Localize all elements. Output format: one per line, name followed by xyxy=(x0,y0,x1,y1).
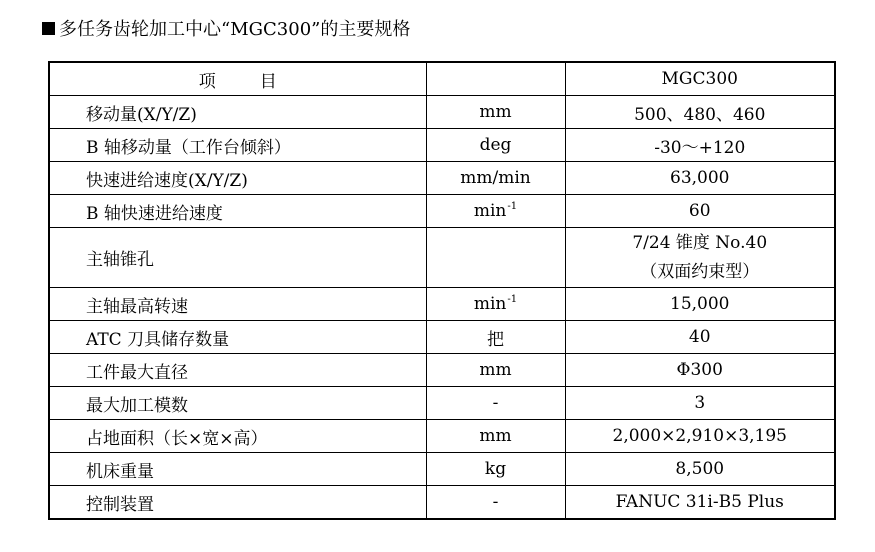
table-row xyxy=(49,420,835,453)
spec-unit-text: - xyxy=(492,492,499,512)
header-item-cell xyxy=(49,62,426,96)
spec-unit-text: deg xyxy=(479,135,512,155)
spec-unit-cell xyxy=(426,420,565,453)
spec-value-line: 7/24 锥度 No.40 xyxy=(632,232,768,253)
table-row xyxy=(49,387,835,420)
table-row xyxy=(49,195,835,228)
spec-item-cell: 移动量(X/Y/Z) xyxy=(49,96,426,129)
spec-item-cell: 主轴最高转速 xyxy=(49,288,426,321)
spec-unit-cell xyxy=(426,453,565,486)
spec-unit-text: mm xyxy=(479,426,512,446)
header-item-label-a: 项 xyxy=(198,71,216,92)
spec-unit-cell xyxy=(426,354,565,387)
spec-value-cell: 3 xyxy=(565,387,835,420)
table-row xyxy=(49,453,835,486)
spec-item-cell: 机床重量 xyxy=(49,453,426,486)
table-row xyxy=(49,129,835,162)
spec-table xyxy=(48,61,836,520)
spec-item-cell: 快速进给速度(X/Y/Z) xyxy=(49,162,426,195)
spec-value-cell: 500、480、460 xyxy=(565,96,835,129)
spec-unit-text: - xyxy=(492,393,499,413)
spec-value-cell: 8,500 xyxy=(565,453,835,486)
table-row xyxy=(49,288,835,321)
spec-item-cell: B 轴快速进给速度 xyxy=(49,195,426,228)
spec-unit-text: min xyxy=(473,294,507,314)
header-value-cell: MGC300 xyxy=(565,62,835,96)
header-item-label-b: 目 xyxy=(259,71,277,92)
spec-value-cell: 63,000 xyxy=(565,162,835,195)
spec-item-cell: ATC 刀具储存数量 xyxy=(49,321,426,354)
spec-unit-cell xyxy=(426,195,565,228)
spec-value-cell: 2,000×2,910×3,195 xyxy=(565,420,835,453)
document-title xyxy=(42,14,410,42)
spec-unit-text: kg xyxy=(484,459,507,479)
spec-unit-cell xyxy=(426,228,565,288)
spec-value-cell: 40 xyxy=(565,321,835,354)
spec-item-cell: 控制装置 xyxy=(49,486,426,520)
spec-value-cell: 60 xyxy=(565,195,835,228)
spec-value-cell: FANUC 31i-B5 Plus xyxy=(565,486,835,520)
spec-unit-superscript: -1 xyxy=(507,294,518,305)
table-row xyxy=(49,321,835,354)
spec-unit-cell xyxy=(426,162,565,195)
spec-item-cell: 占地面积（长×宽×高） xyxy=(49,420,426,453)
spec-unit-text: mm/min xyxy=(460,168,531,188)
spec-item-cell: B 轴移动量（工作台倾斜） xyxy=(49,129,426,162)
spec-value-line-2: （双面约束型） xyxy=(640,261,760,282)
spec-table-body xyxy=(49,62,835,519)
table-row xyxy=(49,162,835,195)
spec-unit-text: mm xyxy=(479,360,512,380)
spec-unit-text: 把 xyxy=(487,329,504,350)
spec-item-cell: 工件最大直径 xyxy=(49,354,426,387)
table-row xyxy=(49,228,835,288)
spec-value-cell xyxy=(565,228,835,288)
table-header-row xyxy=(49,62,835,96)
table-row xyxy=(49,96,835,129)
spec-unit-text: mm xyxy=(479,102,512,122)
spec-unit-cell xyxy=(426,96,565,129)
header-unit-cell xyxy=(426,62,565,96)
table-row xyxy=(49,354,835,387)
spec-unit-cell xyxy=(426,129,565,162)
spec-item-cell: 主轴锥孔 xyxy=(49,228,426,288)
spec-unit-text: min xyxy=(473,201,507,221)
spec-unit-superscript: -1 xyxy=(507,201,518,212)
spec-unit-cell xyxy=(426,387,565,420)
black-square-bullet-icon xyxy=(42,22,55,35)
spec-value-cell: 15,000 xyxy=(565,288,835,321)
spec-unit-cell xyxy=(426,288,565,321)
spec-item-cell: 最大加工模数 xyxy=(49,387,426,420)
spec-unit-cell xyxy=(426,321,565,354)
spec-value-cell: -30～+120 xyxy=(565,129,835,162)
table-row xyxy=(49,486,835,520)
spec-value-cell: Φ300 xyxy=(565,354,835,387)
spec-unit-cell xyxy=(426,486,565,520)
document-title-text: 多任务齿轮加工中心“MGC300”的主要规格 xyxy=(59,19,411,40)
